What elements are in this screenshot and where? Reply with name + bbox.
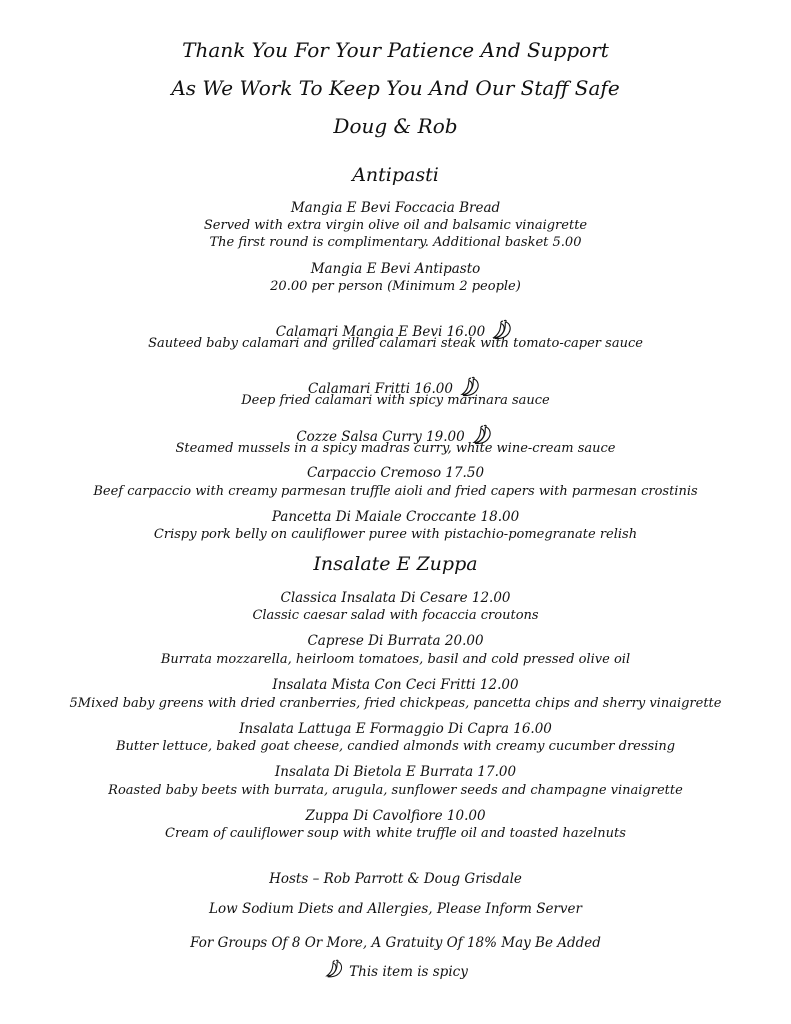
menu-item-desc: Cream of cauliflower soup with white truffle oil and toasted hazelnuts <box>165 826 626 841</box>
menu-item-desc: Steamed mussels in a spicy madras curry, white wine-cream sauce <box>175 441 616 456</box>
menu-item-desc: Beef carpaccio with creamy parmesan truffle aioli and fried capers with parmesan crostinis <box>93 484 698 499</box>
menu-item-name: Insalata Lattuga E Formaggio Di Capra 16.00 <box>239 721 552 737</box>
menu-item-desc: 5Mixed baby greens with dried cranberries, fried chickpeas, pancetta chips and sherry vinaigrette <box>69 696 722 711</box>
gratuity-notice: For Groups Of 8 Or More, A Gratuity Of 18% May Be Added <box>190 935 601 951</box>
menu-item-desc: Sauteed baby calamari and grilled calamari steak with tomato-caper sauce <box>148 336 643 351</box>
header-line-2: As We Work To Keep You And Our Staff Safe <box>171 76 620 100</box>
menu-item-name: Mangia E Bevi Foccacia Bread <box>290 200 501 216</box>
allergy-notice: Low Sodium Diets and Allergies, Please Inform Server <box>209 901 582 917</box>
menu-item-desc: Classic caesar salad with focaccia croutons <box>252 608 539 623</box>
menu-item-name: Classica Insalata Di Cesare 12.00 <box>280 590 511 606</box>
menu-item-name: Calamari Fritti 16.00 <box>308 381 453 397</box>
menu-item-desc: Crispy pork belly on cauliflower puree with pistachio-pomegranate relish <box>153 527 638 542</box>
menu-item-name: Calamari Mangia E Bevi 16.00 <box>275 324 486 340</box>
header-line-3: Doug & Rob <box>333 114 458 138</box>
menu-item-desc: The first round is complimentary. Additional basket 5.00 <box>209 235 582 250</box>
menu-item-desc: Burrata mozzarella, heirloom tomatoes, basil and cold pressed olive oil <box>160 652 631 667</box>
hosts-line: Hosts – Rob Parrott & Doug Grisdale <box>269 871 522 887</box>
menu-item-desc: Deep fried calamari with spicy marinara sauce <box>241 393 550 408</box>
menu-item-name: Mangia E Bevi Antipasto <box>310 261 481 277</box>
chili-pepper-icon <box>323 958 347 980</box>
menu-item-name: Carpaccio Cremoso 17.50 <box>306 465 485 481</box>
menu-item-name: Caprese Di Burrata 20.00 <box>307 633 484 649</box>
menu-item-name: Insalata Mista Con Ceci Fritti 12.00 <box>272 677 519 693</box>
menu-item-name: Cozze Salsa Curry 19.00 <box>296 429 465 445</box>
section-title-insalate: Insalate E Zuppa <box>313 553 478 575</box>
menu-item-desc: 20.00 per person (Minimum 2 people) <box>270 279 521 294</box>
spicy-legend <box>0 958 791 980</box>
menu-item-desc: Roasted baby beets with burrata, arugula, sunflower seeds and champagne vinaigrette <box>108 783 683 798</box>
spicy-legend-label: This item is spicy <box>349 964 468 980</box>
menu-item-name: Zuppa Di Cavolfiore 10.00 <box>305 808 486 824</box>
menu-item-desc: Butter lettuce, baked goat cheese, candied almonds with creamy cucumber dressing <box>115 739 676 754</box>
header-line-1: Thank You For Your Patience And Support <box>182 38 609 62</box>
menu-item-desc: Served with extra virgin olive oil and balsamic vinaigrette <box>203 218 588 233</box>
menu-item-name: Insalata Di Bietola E Burrata 17.00 <box>274 764 517 780</box>
menu-item-name: Pancetta Di Maiale Croccante 18.00 <box>271 509 520 525</box>
section-title-antipasti: Antipasti <box>352 164 439 186</box>
